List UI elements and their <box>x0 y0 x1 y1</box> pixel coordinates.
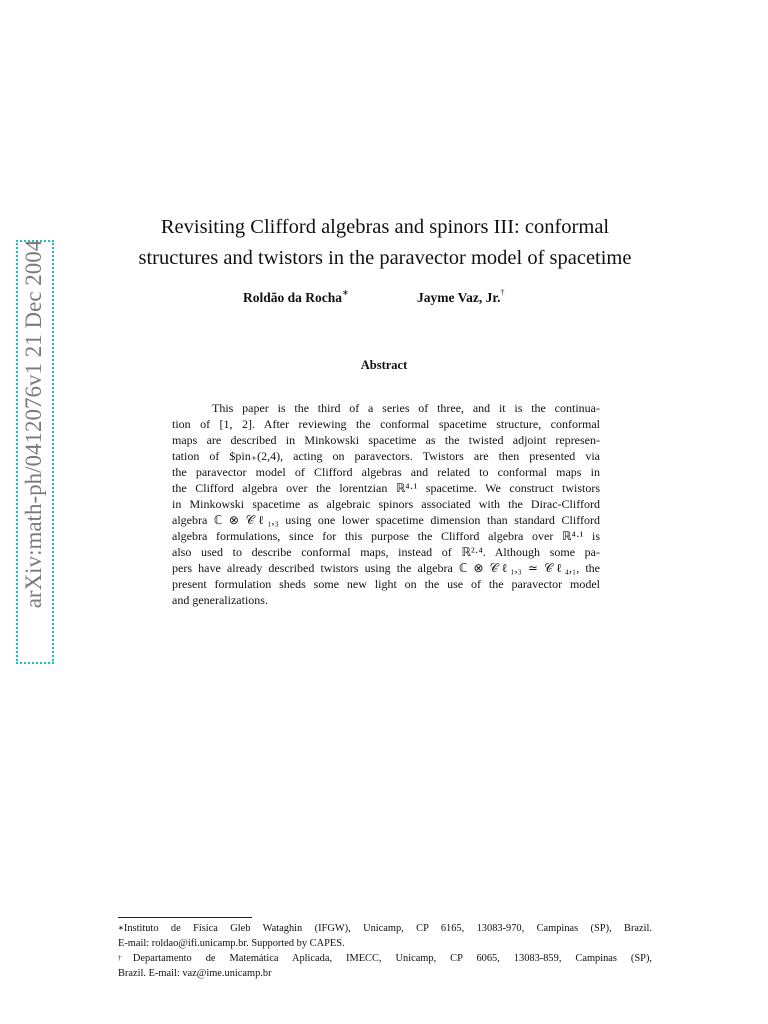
abstract-line: This paper is the third of a series of three, and it is the continua- <box>212 401 600 415</box>
author-2 <box>417 290 505 306</box>
author-1 <box>243 290 349 306</box>
abstract-line: algebra formulations, since for this purpose the Clifford algebra over ℝ⁴·¹ is <box>172 529 600 543</box>
author-1-mark: ∗ <box>342 288 349 297</box>
title-line-2: structures and twistors in the paravector model of spacetime <box>138 247 632 269</box>
paper-title <box>80 212 690 274</box>
author-2-mark: † <box>500 288 505 297</box>
abstract-line: also used to describe conformal maps, instead of ℝ²·⁴. Although some pa- <box>172 545 600 559</box>
author-2-name: Jayme Vaz, Jr. <box>417 290 501 305</box>
footnote-rule <box>118 917 252 918</box>
footnotes <box>118 921 652 981</box>
abstract-heading: Abstract <box>360 358 408 372</box>
abstract-line: the Clifford algebra over the lorentzian ℝ⁴·¹ spacetime. We construct twistors <box>172 481 600 495</box>
footnote-2-text: Departamento de Matemática Aplicada, IMECC, Unicamp, CP 6065, 13083-859, Campinas (SP), <box>132 953 653 964</box>
abstract-line: maps are described in Minkowski spacetime as the twisted adjoint represen- <box>172 433 600 447</box>
footnote-2-line-1 <box>118 951 652 966</box>
footnote-2-mark: † <box>118 954 133 962</box>
abstract-line: present formulation sheds some new light on the use of the paravector model <box>172 577 600 591</box>
abstract-line: pers have already described twistors using the algebra ℂ ⊗ 𝒞ℓ₁,₃ ≃ 𝒞ℓ₄,₁, the <box>172 561 600 575</box>
abstract-body <box>172 400 600 608</box>
footnote-1-mark: ∗ <box>118 924 124 932</box>
author-1-name: Roldão da Rocha <box>243 290 343 305</box>
abstract-line: tion of [1, 2]. After reviewing the conformal spacetime structure, conformal <box>172 417 600 431</box>
abstract-line: the paravector model of Clifford algebras and related to conformal maps in <box>172 465 600 479</box>
footnote-1-line-2[interactable]: E-mail: roldao@ifi.unicamp.br. Supported by CAPES. <box>118 938 345 949</box>
abstract-line: in Minkowski spacetime as algebraic spinors associated with the Dirac-Clifford <box>172 497 600 511</box>
footnote-2-line-2[interactable]: Brazil. E-mail: vaz@ime.unicamp.br <box>118 968 272 979</box>
title-line-1: Revisiting Clifford algebras and spinors III: conformal <box>160 216 610 238</box>
abstract-line: tation of $pin₊(2,4), acting on paravectors. Twistors are then presented via <box>172 449 600 463</box>
footnote-1-line-1 <box>118 921 652 936</box>
abstract-line: algebra ℂ ⊗ 𝒞ℓ₁,₃ using one lower spacetime dimension than standard Clifford <box>172 513 600 527</box>
footnote-1-text: Instituto de Física Gleb Wataghin (IFGW), Unicamp, CP 6165, 13083-970, Campinas (SP), Brazil. <box>123 923 652 934</box>
arxiv-stamp[interactable]: arXiv:math-ph/0412076v1 21 Dec 2004 <box>21 239 46 609</box>
abstract-line: and generalizations. <box>172 593 268 607</box>
